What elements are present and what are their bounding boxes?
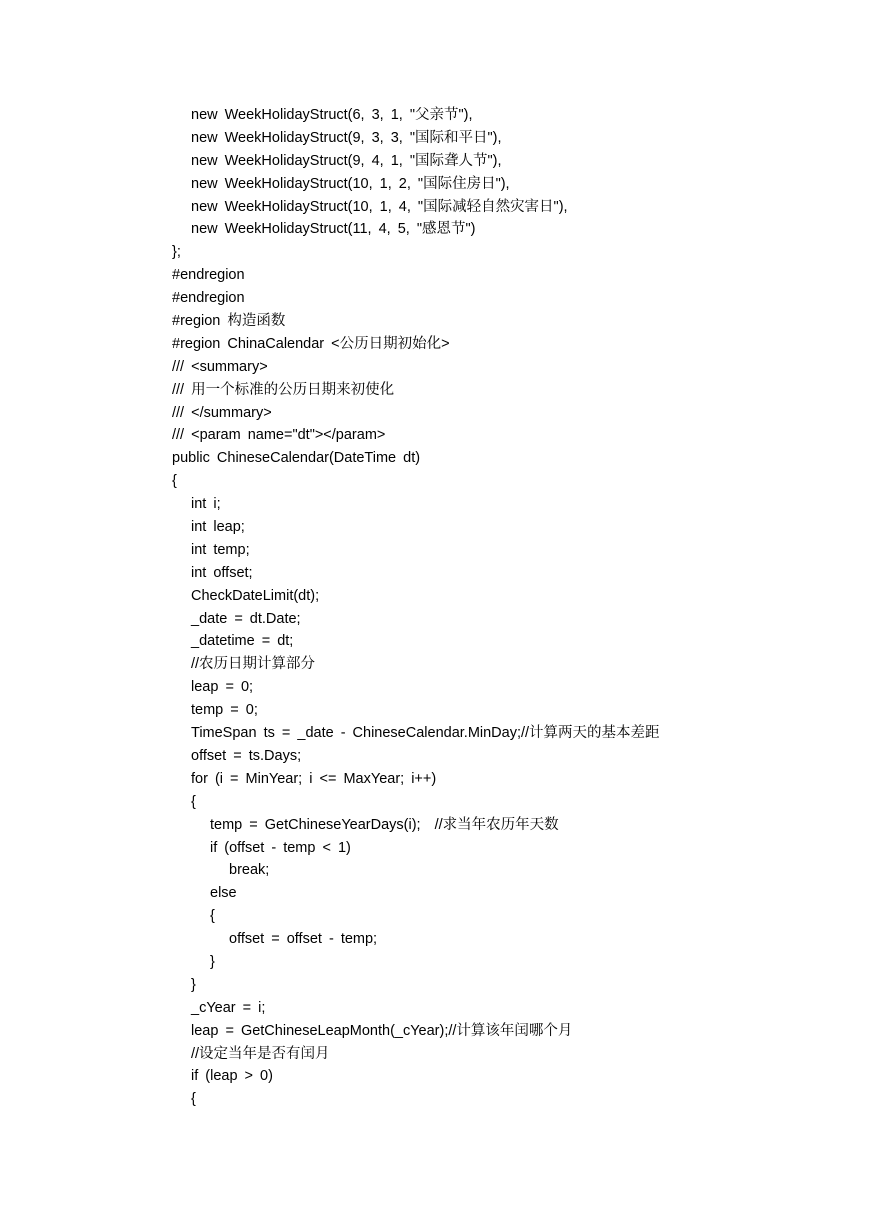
code-line: new WeekHolidayStruct(9, 4, 1, "国际聋人节"), — [191, 152, 502, 169]
code-line: temp = GetChineseYearDays(i); //求当年农历年天数 — [210, 816, 559, 833]
code-line: } — [210, 953, 215, 970]
code-line: new WeekHolidayStruct(10, 1, 4, "国际减轻自然灾害日"), — [191, 198, 568, 215]
code-line: new WeekHolidayStruct(11, 4, 5, "感恩节") — [191, 221, 476, 238]
code-line: _cYear = i; — [191, 999, 266, 1016]
code-line: /// </summary> — [172, 404, 272, 421]
code-line: int offset; — [191, 564, 253, 581]
code-line: break; — [229, 862, 270, 879]
code-line: _datetime = dt; — [191, 633, 294, 650]
code-line: CheckDateLimit(dt); — [191, 587, 320, 604]
code-line: int i; — [191, 496, 221, 513]
code-line: else — [210, 885, 237, 902]
code-line: public ChineseCalendar(DateTime dt) — [172, 450, 421, 467]
code-line: offset = ts.Days; — [191, 747, 302, 764]
code-line: TimeSpan ts = _date - ChineseCalendar.MinDay;//计算两天的基本差距 — [191, 725, 660, 742]
code-line: int temp; — [191, 541, 250, 558]
code-line: leap = GetChineseLeapMonth(_cYear);//计算该年闰哪个月 — [191, 1022, 573, 1039]
code-line: { — [172, 473, 177, 490]
code-line: { — [210, 908, 215, 925]
code-line: _date = dt.Date; — [191, 610, 301, 627]
code-line: if (offset - temp < 1) — [210, 839, 351, 856]
code-line: /// <summary> — [172, 358, 268, 375]
code-line: new WeekHolidayStruct(9, 3, 3, "国际和平日"), — [191, 129, 502, 146]
code-line: //设定当年是否有闰月 — [191, 1045, 330, 1062]
code-line: offset = offset - temp; — [229, 931, 378, 948]
code-line: temp = 0; — [191, 702, 258, 719]
code-line: new WeekHolidayStruct(6, 3, 1, "父亲节"), — [191, 107, 473, 123]
code-line: int leap; — [191, 519, 245, 536]
code-line: if (leap > 0) — [191, 1068, 273, 1085]
code-line: /// <param name="dt"></param> — [172, 427, 386, 444]
code-line: for (i = MinYear; i <= MaxYear; i++) — [191, 770, 437, 787]
code-line: #region ChinaCalendar <公历日期初始化> — [172, 335, 450, 352]
code-line: }; — [172, 244, 181, 261]
code-line: #endregion — [172, 267, 245, 284]
code-line: new WeekHolidayStruct(10, 1, 2, "国际住房日"), — [191, 175, 510, 192]
code-line: #region 构造函数 — [172, 313, 286, 330]
code-line: { — [191, 1091, 196, 1108]
code-line: #endregion — [172, 290, 245, 307]
code-listing — [172, 104, 660, 1111]
code-line: leap = 0; — [191, 679, 254, 696]
code-line: } — [191, 976, 196, 993]
code-line: { — [191, 793, 196, 810]
code-line: //农历日期计算部分 — [191, 656, 316, 673]
code-line: /// 用一个标准的公历日期来初使化 — [172, 381, 395, 398]
